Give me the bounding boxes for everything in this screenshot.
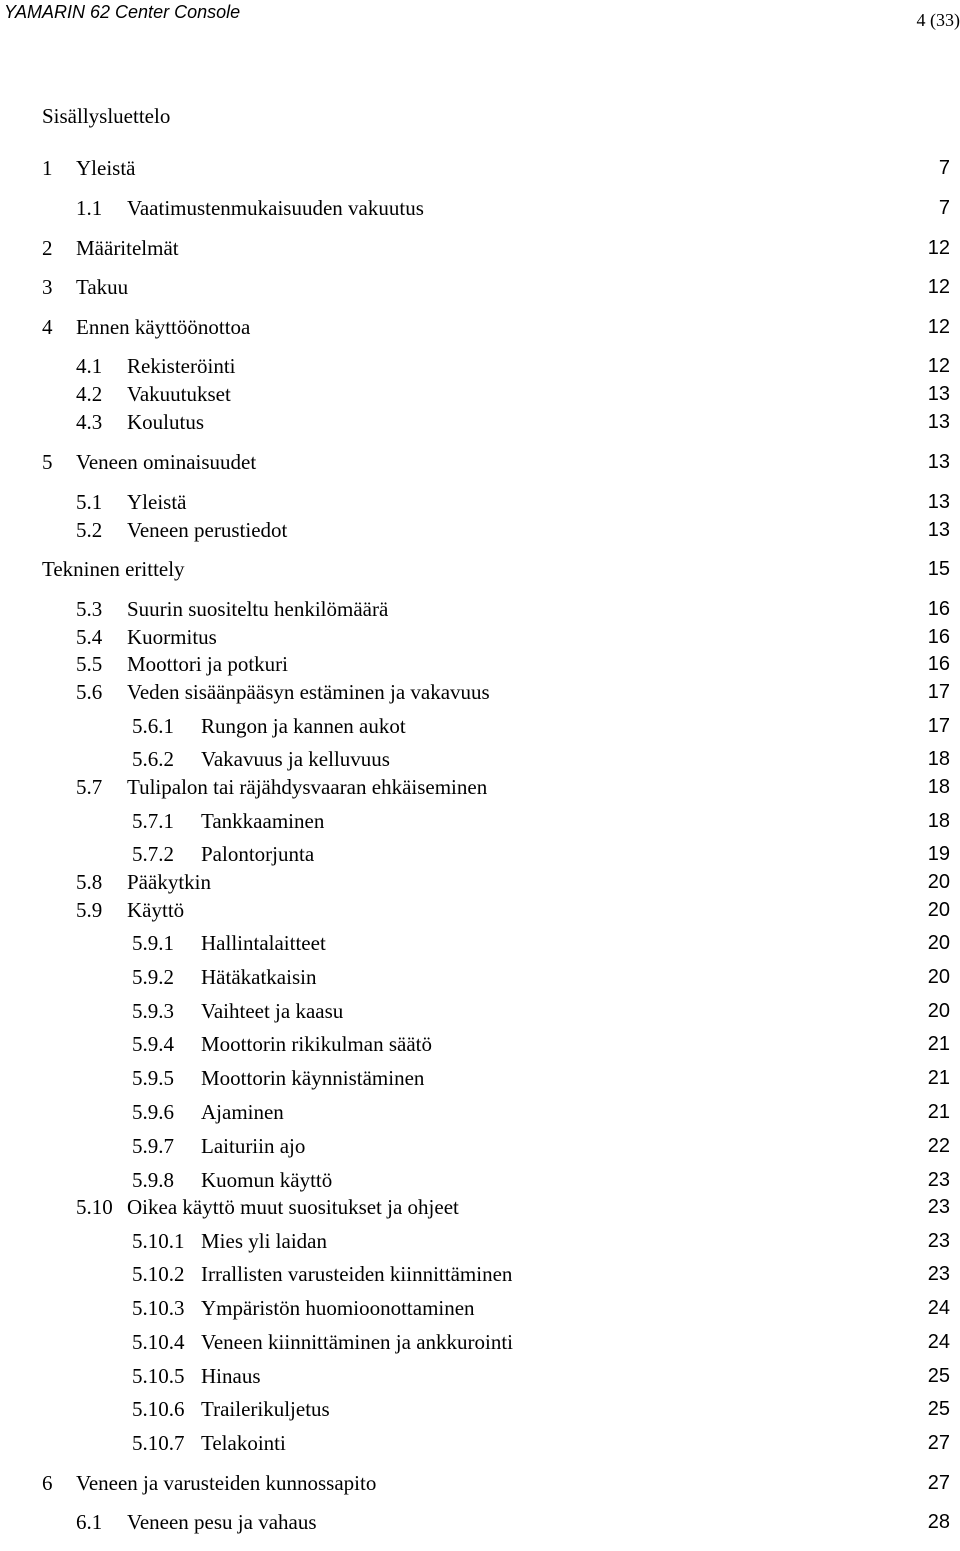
toc-entry (0, 1362, 960, 1390)
toc-entry-label: Moottorin käynnistäminen (201, 1066, 425, 1090)
toc-entry-label: Kuomun käyttö (201, 1168, 333, 1192)
toc-entry-page: 12 (927, 316, 950, 338)
toc-entry-label: Tekninen erittely (42, 557, 185, 581)
toc-entry (0, 516, 960, 544)
toc-entry (0, 595, 960, 623)
toc-entry (0, 1166, 960, 1194)
toc-entry-number: 4 (42, 315, 53, 339)
toc-entry-number: 5.9.7 (132, 1134, 174, 1158)
toc-entry (0, 352, 960, 380)
toc-entry-label: Laituriin ajo (201, 1134, 306, 1158)
toc-entry-number: 5.10.5 (132, 1364, 185, 1388)
toc-entry (0, 1328, 960, 1356)
toc-entry-number: 5.9.5 (132, 1066, 174, 1090)
toc-entry (0, 1030, 960, 1058)
toc-entry-label: Mies yli laidan (201, 1229, 327, 1253)
toc-entry-label: Määritelmät (76, 236, 179, 260)
toc-entry-page: 12 (927, 237, 950, 259)
toc-entry-label: Irrallisten varusteiden kiinnittäminen (201, 1262, 513, 1286)
toc-entry-number: 4.2 (76, 382, 103, 406)
toc-entry-page: 7 (938, 197, 950, 219)
toc-entry-label: Palontorjunta (201, 842, 315, 866)
toc-entry-number: 5.10 (76, 1195, 113, 1219)
toc-entry (0, 712, 960, 740)
toc-entry-page: 23 (927, 1169, 950, 1191)
toc-entry-page: 21 (927, 1033, 950, 1055)
toc-entry (0, 963, 960, 991)
toc-entry-label: Veneen pesu ja vahaus (127, 1510, 317, 1534)
toc-entry-number: 5.4 (76, 625, 103, 649)
toc-entry (0, 868, 960, 896)
toc-entry-label: Tulipalon tai räjähdysvaaran ehkäiseminen (127, 775, 488, 799)
toc-entry-number: 2 (42, 236, 53, 260)
toc-entry (0, 678, 960, 706)
toc-entry-page: 20 (927, 932, 950, 954)
toc-entry (0, 623, 960, 651)
toc-entry-page: 23 (927, 1230, 950, 1252)
toc-entry (0, 408, 960, 436)
toc-entry-number: 5.9 (76, 898, 103, 922)
toc-entry-page: 13 (927, 519, 950, 541)
toc-entry (0, 273, 960, 301)
toc-entry (0, 1260, 960, 1288)
toc-entry-label: Vakuutukset (127, 382, 231, 406)
toc-entry-page: 7 (938, 157, 950, 179)
toc-entry (0, 1098, 960, 1126)
toc-entry-label: Telakointi (201, 1431, 286, 1455)
toc-entry-number: 5.9.8 (132, 1168, 174, 1192)
toc-entry-number: 5.10.4 (132, 1330, 185, 1354)
toc-entry-page: 17 (927, 715, 950, 737)
toc-entry (0, 488, 960, 516)
toc-entry-page: 13 (927, 491, 950, 513)
toc-entry-page: 25 (927, 1398, 950, 1420)
toc-entry (0, 1294, 960, 1322)
toc-entry-page: 20 (927, 966, 950, 988)
toc-entry-label: Yleistä (76, 156, 136, 180)
toc-entry-label: Koulutus (127, 410, 205, 434)
toc-entry-number: 5.6.1 (132, 714, 174, 738)
toc-entry-page: 13 (927, 383, 950, 405)
toc-entry-label: Moottori ja potkuri (127, 652, 288, 676)
toc-entry-page: 20 (927, 1000, 950, 1022)
toc-entry-page: 20 (927, 899, 950, 921)
toc-entry (0, 650, 960, 678)
toc-entry-page: 17 (927, 681, 950, 703)
toc-entry-number: 1.1 (76, 196, 103, 220)
toc-entry-number: 5.10.7 (132, 1431, 185, 1455)
toc-entry-label: Veneen ja varusteiden kunnossapito (76, 1471, 377, 1495)
toc-entry-page: 13 (927, 451, 950, 473)
toc-entry-label: Veneen ominaisuudet (76, 450, 257, 474)
toc-entry (0, 1227, 960, 1255)
toc-entry-number: 1 (42, 156, 53, 180)
toc-entry-page: 25 (927, 1365, 950, 1387)
toc-entry-page: 24 (927, 1331, 950, 1353)
toc-heading: Sisällysluettelo (42, 104, 171, 128)
toc-entry (0, 745, 960, 773)
toc-entry-number: 3 (42, 275, 53, 299)
toc-entry-label: Ennen käyttöönottoa (76, 315, 251, 339)
toc-entry-page: 21 (927, 1067, 950, 1089)
toc-entry-page: 21 (927, 1101, 950, 1123)
toc-entry-number: 5.9.4 (132, 1032, 174, 1056)
page-number: 4 (33) (916, 10, 960, 30)
toc-entry-label: Hinaus (201, 1364, 261, 1388)
toc-entry-page: 12 (927, 276, 950, 298)
toc-entry-number: 5 (42, 450, 53, 474)
toc-entry (0, 234, 960, 262)
toc-entry-label: Moottorin rikikulman säätö (201, 1032, 432, 1056)
toc-entry-page: 16 (927, 598, 950, 620)
toc-entry-number: 6 (42, 1471, 53, 1495)
toc-entry (0, 929, 960, 957)
toc-entry-page: 18 (927, 776, 950, 798)
toc-entry (0, 1132, 960, 1160)
toc-entry-label: Vaatimustenmukaisuuden vakuutus (127, 196, 424, 220)
toc-entry-page: 20 (927, 871, 950, 893)
toc-entry (0, 380, 960, 408)
toc-entry-label: Käyttö (127, 898, 185, 922)
toc-entry-number: 5.10.1 (132, 1229, 185, 1253)
toc-entry-page: 22 (927, 1135, 950, 1157)
toc-entry-number: 5.3 (76, 597, 103, 621)
toc-entry-label: Suurin suositeltu henkilömäärä (127, 597, 389, 621)
toc-entry (0, 448, 960, 476)
toc-entry-page: 27 (927, 1472, 950, 1494)
toc-entry-number: 4.1 (76, 354, 103, 378)
toc-entry-label: Veneen kiinnittäminen ja ankkurointi (201, 1330, 514, 1354)
toc-entry-page: 15 (927, 558, 950, 580)
toc-entry (0, 194, 960, 222)
toc-entry-number: 5.6 (76, 680, 103, 704)
toc-entry-number: 5.10.3 (132, 1296, 185, 1320)
toc-entry-page: 13 (927, 411, 950, 433)
toc-entry-number: 5.9.3 (132, 999, 174, 1023)
toc-entry-page: 18 (927, 810, 950, 832)
toc-entry (0, 555, 960, 583)
toc-entry-label: Ympäristön huomioonottaminen (201, 1296, 475, 1320)
toc-entry-number: 5.6.2 (132, 747, 174, 771)
toc-entry-number: 5.2 (76, 518, 103, 542)
toc-entry-label: Veneen perustiedot (127, 518, 288, 542)
toc-entry (0, 1064, 960, 1092)
toc-entry-page: 27 (927, 1432, 950, 1454)
toc-entry-number: 5.7.2 (132, 842, 174, 866)
toc-entry-number: 4.3 (76, 410, 103, 434)
toc-entry (0, 154, 960, 182)
toc-entry-label: Oikea käyttö muut suositukset ja ohjeet (127, 1195, 459, 1219)
toc-entry-number: 5.8 (76, 870, 103, 894)
toc-entry-number: 5.9.2 (132, 965, 174, 989)
toc-entry-number: 5.7 (76, 775, 103, 799)
toc-entry-number: 5.10.2 (132, 1262, 185, 1286)
toc-entry (0, 1469, 960, 1497)
toc-entry-page: 12 (927, 355, 950, 377)
toc-entry (0, 313, 960, 341)
toc-entry-label: Takuu (76, 275, 129, 299)
toc-entry (0, 997, 960, 1025)
toc-entry-label: Pääkytkin (127, 870, 211, 894)
toc-entry-number: 6.1 (76, 1510, 103, 1534)
toc-entry-page: 19 (927, 843, 950, 865)
toc-entry-label: Rekisteröinti (127, 354, 236, 378)
toc-entry-label: Hätäkatkaisin (201, 965, 317, 989)
toc-entry (0, 807, 960, 835)
toc-entry (0, 773, 960, 801)
toc-entry-label: Yleistä (127, 490, 187, 514)
toc-entry-number: 5.9.1 (132, 931, 174, 955)
toc-entry-page: 23 (927, 1263, 950, 1285)
toc-entry-label: Trailerikuljetus (201, 1397, 330, 1421)
toc-entry (0, 1193, 960, 1221)
toc-entry-label: Vakavuus ja kelluvuus (201, 747, 390, 771)
toc-entry-page: 18 (927, 748, 950, 770)
toc-entry-label: Ajaminen (201, 1100, 284, 1124)
toc-entry-number: 5.10.6 (132, 1397, 185, 1421)
toc-entry-page: 24 (927, 1297, 950, 1319)
toc-entry-number: 5.7.1 (132, 809, 174, 833)
toc-entry-label: Tankkaaminen (201, 809, 325, 833)
toc-entry-page: 16 (927, 653, 950, 675)
toc-entry-page: 28 (927, 1511, 950, 1533)
toc-entry-label: Vaihteet ja kaasu (201, 999, 344, 1023)
toc-entry (0, 896, 960, 924)
toc-entry (0, 1395, 960, 1423)
toc-entry-number: 5.5 (76, 652, 103, 676)
toc-entry-number: 5.1 (76, 490, 103, 514)
toc-entry-number: 5.9.6 (132, 1100, 174, 1124)
toc-entry-label: Veden sisäänpääsyn estäminen ja vakavuus (127, 680, 490, 704)
document-header-title: YAMARIN 62 Center Console (4, 2, 241, 22)
toc-entry-label: Hallintalaitteet (201, 931, 326, 955)
toc-entry-page: 23 (927, 1196, 950, 1218)
toc-entry (0, 1429, 960, 1457)
toc-entry (0, 840, 960, 868)
toc-entry-label: Kuormitus (127, 625, 217, 649)
toc-entry-page: 16 (927, 626, 950, 648)
toc-entry (0, 1508, 960, 1536)
toc-entry-label: Rungon ja kannen aukot (201, 714, 406, 738)
